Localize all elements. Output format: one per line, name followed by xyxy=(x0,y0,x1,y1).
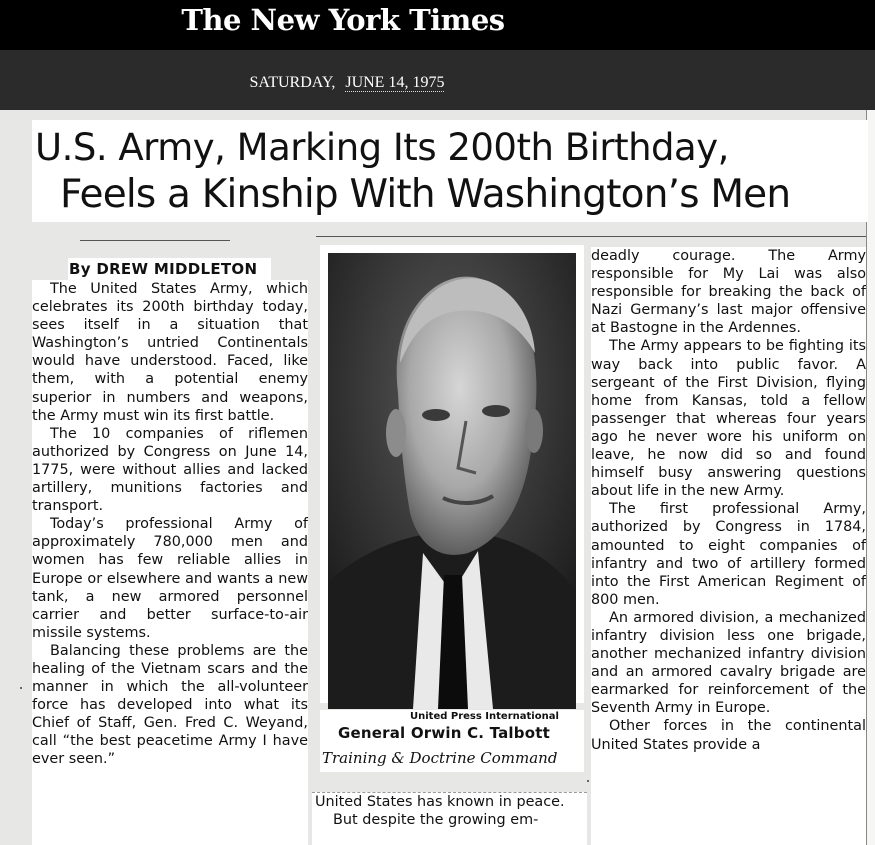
paragraph: Today’s professional Army of approximately 780,000 men and women has few reliable allies in Europe or elsewhere and wants a new tank, a new armored personnel carrier and better surface-to-air missile systems. xyxy=(32,516,308,641)
headline-line-2: Feels a Kinship With Washington’s Men xyxy=(60,172,791,217)
headline xyxy=(32,120,868,222)
article-column-2 xyxy=(312,792,587,845)
photo-frame xyxy=(320,245,584,703)
article-clipping xyxy=(0,110,875,845)
article-column-1 xyxy=(32,280,308,845)
byline-text: By DREW MIDDLETON xyxy=(69,260,258,278)
headline-rule-right xyxy=(316,236,866,237)
scan-speck xyxy=(20,687,22,689)
paragraph: The Army appears to be fighting its way back into public favor. A sergeant of the First Division, flying home from Kansas, told a fellow passenger that whereas four years ago he never wore his uniform on leave, he now did so and found himself busy answering questions about life in the new Army. xyxy=(591,338,866,500)
paragraph: deadly courage. The Army responsible for My Lai was also responsible for breaking the back of Nazi Germany’s last major offensive at Bastogne in the Ardennes. xyxy=(591,248,866,337)
paragraph: The first professional Army, authorized by Congress in 1784, amounted to eight companies of infantry and two of artillery formed into the First American Regiment of 800 men. xyxy=(591,501,866,608)
issue-date-link[interactable]: JUNE 14, 1975 xyxy=(345,74,445,91)
article-column-3 xyxy=(591,247,866,845)
scan-speck xyxy=(587,780,589,782)
headline-line-1: U.S. Army, Marking Its 200th Birthday, xyxy=(35,126,729,169)
issue-date xyxy=(0,74,694,92)
portrait-photo xyxy=(328,253,576,709)
issue-weekday: SATURDAY, xyxy=(249,74,336,91)
paragraph: But despite the growing em- xyxy=(333,812,539,829)
paragraph: Other forces in the continental United States provide a xyxy=(591,718,866,753)
paragraph: United States has known in peace. xyxy=(315,794,565,810)
paragraph: The United States Army, which celebrates its 200th birthday today, sees itself in a situation that Washington’s untried Continentals would have understood. Faced, like them, with a potential enemy superior in numbers and weapons, the Army must win its first battle. xyxy=(32,281,308,424)
paragraph: The 10 companies of riflemen authorized by Congress on June 14, 1775, were without allies and lacked artillery, munitions factories and transport. xyxy=(32,425,308,515)
paragraph: Balancing these problems are the healing of the Vietnam scars and the manner in which the all-volunteer force has developed into what its Chief of Staff, Gen. Fred C. Weyand, call “the best peacetime Army I have ever seen.” xyxy=(32,642,308,768)
caption-title: Training & Doctrine Command xyxy=(322,749,558,767)
masthead xyxy=(0,0,875,50)
newspaper-logo[interactable]: The New York Times xyxy=(181,3,505,37)
date-bar xyxy=(0,50,875,110)
caption-name: General Orwin C. Talbott xyxy=(338,724,550,742)
paragraph: An armored division, a mechanized infantry division less one brigade, another mechanized infantry division and an armored cavalry brigade are earmarked for reinforcement of the Seventh Army in Europe. xyxy=(591,609,866,717)
photo-credit: United Press International xyxy=(410,711,559,722)
byline xyxy=(68,258,271,280)
portrait-illustration xyxy=(328,253,576,709)
photo-caption xyxy=(320,710,584,772)
headline-rule-left xyxy=(80,240,230,241)
